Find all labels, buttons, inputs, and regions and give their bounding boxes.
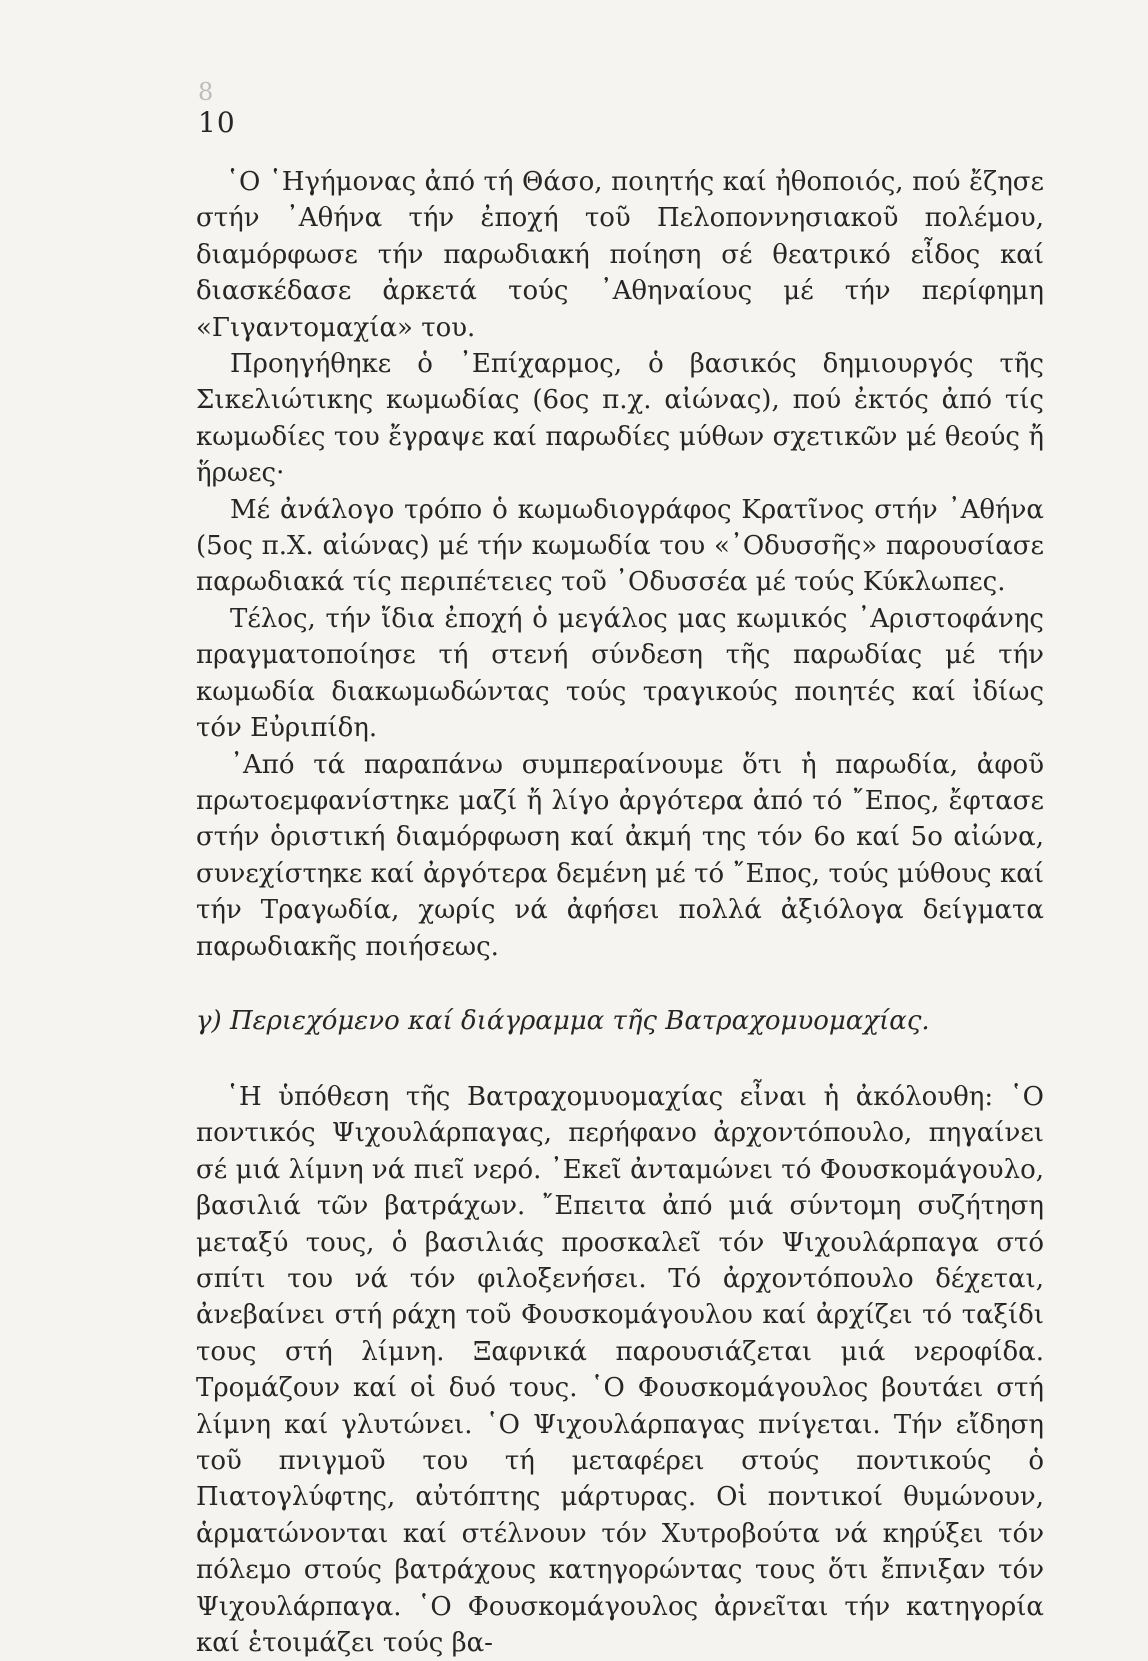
paragraph-plot-summary: ῾Η ὑπόθεση τῆς Βατραχομυομαχίας εἶναι ἡ ἀκόλουθη: ῾Ο ποντικός Ψιχουλάρπαγας, περήφανο ἀρχοντόπουλο, πηγαίνει σέ μιά λίμνη νά πιεῖ νερό. ᾿Εκεῖ ἀνταμώνει τό Φουσκομάγουλο, βασιλιά τῶν βατράχων. ῎Επειτα ἀπό μιά σύντομη συζήτηση μεταξύ τους, ὁ βασιλιάς προσκαλεῖ τόν Ψιχουλάρπαγα στό σπίτι του νά τόν φιλοξενήσει. Τό ἀρχοντόπουλο δέχεται, ἀνεβαίνει στή ράχη τοῦ Φουσκομάγουλου καί ἀρχίζει τό ταξίδι τους στή λίμνη. Ξαφνικά παρουσιάζεται μιά νεροφίδα. Τρομάζουν καί οἱ δυό τους. ῾Ο Φουσκομάγουλος βουτάει στή λίμνη καί γλυτώνει. ῾Ο Ψιχουλάρπαγας πνίγεται. Τήν εἴδηση τοῦ πνιγμοῦ του τή μεταφέρει στούς ποντικούς ὁ Πιατογλύφτης, αὐτόπτης μάρτυρας. Οἱ ποντικοί θυμώνουν, ἁρματώνονται καί στέλνουν τόν Χυτροβούτα νά κηρύξει τόν πόλεμο στούς βατράχους κατηγορώντας τους ὅτι ἔπνιξαν τόν Ψιχουλάρπαγα. ῾Ο Φουσκομάγουλος ἀρνεῖται τήν κατηγορία καί ἑτοιμάζει τούς βα-: [196, 1081, 1044, 1659]
faded-page-number: 8: [198, 78, 214, 106]
page-number: 10: [198, 106, 236, 139]
paragraph-epicharmus: Προηγήθηκε ὁ ᾿Επίχαρμος, ὁ βασικός δημιουργός τῆς Σικελιώτικης κωμωδίας (6ος π.χ. αἰώνας), πού ἐκτός ἀπό τίς κωμωδίες του ἔγραψε καί παρωδίες μύθων σχετικῶν μέ θεούς ἤ ἥρωες·: [196, 349, 1044, 489]
paragraph-hegemon: ῾Ο ῾Ηγήμονας ἀπό τή Θάσο, ποιητής καί ἠθοποιός, πού ἔζησε στήν ᾿Αθήνα τήν ἐποχή τοῦ Πελοποννησιακοῦ πολέμου, διαμόρφωσε τήν παρωδιακή ποίηση σέ θεατρικό εἶδος καί διασκέδασε ἀρκετά τούς ᾿Αθηναίους μέ τήν περίφημη «Γιγαντομαχία» του.: [196, 167, 1044, 343]
paragraph-cratinus: Μέ ἀνάλογο τρόπο ὁ κωμωδιογράφος Κρατῖνος στήν ᾿Αθήνα (5ος π.Χ. αἰώνας) μέ τήν κωμωδία του «᾿Οδυσσῆς» παρουσίασε παρωδιακά τίς περιπέτειες τοῦ ᾿Οδυσσέα μέ τούς Κύκλωπες.: [196, 494, 1044, 598]
paragraph-conclusion: ᾿Από τά παραπάνω συμπεραίνουμε ὅτι ἡ παρωδία, ἀφοῦ πρωτοεμφανίστηκε μαζί ἤ λίγο ἀργότερα ἀπό τό ῎Επος, ἔφτασε στήν ὁριστική διαμόρφωση καί ἀκμή της τόν 6ο καί 5ο αἰώνα, συνεχίστηκε καί ἀργότερα δεμένη μέ τό ῎Επος, τούς μύθους καί τήν Τραγωδία, χωρίς νά ἀφήσει πολλά ἀξιόλογα δείγματα παρωδιακῆς ποιήσεως.: [196, 749, 1044, 962]
section-heading: γ) Περιεχόμενο καί διάγραμμα τῆς Βατραχομυομαχίας.: [196, 1005, 930, 1036]
page-body: [196, 164, 1044, 1661]
paragraph-aristophanes: Τέλος, τήν ἴδια ἐποχή ὁ μεγάλος μας κωμικός ᾿Αριστοφάνης πραγματοποίησε τή στενή σύνδεση τῆς παρωδίας μέ τήν κωμωδία διακωμωδώντας τούς τραγικούς ποιητές καί ἰδίως τόν Εὐριπίδη.: [196, 603, 1044, 744]
